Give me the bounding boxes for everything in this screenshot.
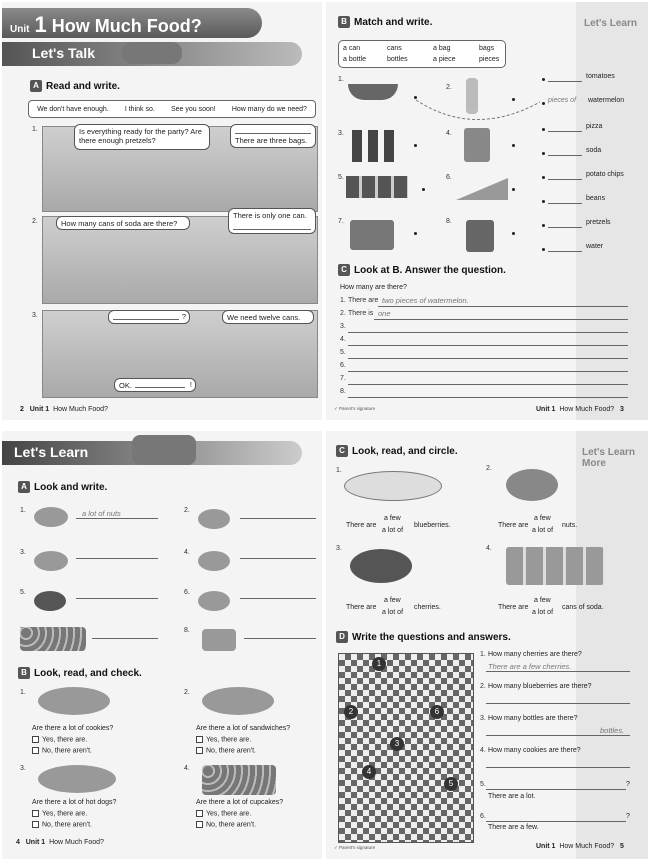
lets-learn-title: Let's Learn <box>14 444 89 460</box>
checkbox[interactable] <box>196 821 203 828</box>
footer-unit: Unit 1 <box>536 406 556 413</box>
match-word: watermelon <box>588 97 625 104</box>
check-yes[interactable] <box>32 736 87 743</box>
checkbox[interactable] <box>196 747 203 754</box>
checkbox[interactable] <box>32 810 39 817</box>
answer-number: 5. <box>340 349 346 356</box>
cupcakes-icon <box>202 765 276 795</box>
qa-answer: There are a lot. <box>488 793 536 800</box>
page-2 <box>2 2 322 420</box>
check-yes-label: Yes, there are. <box>42 736 88 744</box>
example-answer: a lot of nuts <box>82 509 121 518</box>
answer-line <box>240 558 316 559</box>
item-number: 4. <box>184 765 190 772</box>
qa-question: How many cherries are there? <box>488 651 582 658</box>
bowl-icon <box>34 551 68 571</box>
item-number: 4. <box>486 545 492 552</box>
check-yes[interactable] <box>196 736 251 743</box>
word-box-item: a bag <box>433 45 451 52</box>
match-dot <box>414 232 417 235</box>
section-d-title <box>336 631 511 643</box>
answer-line <box>348 332 628 333</box>
item-number: 3. <box>336 545 342 552</box>
circle-option[interactable]: a few <box>384 597 401 604</box>
word-bank-item: How many do we need? <box>231 105 307 113</box>
footer-unit: Unit 1 <box>29 406 50 413</box>
soda-cans-icon <box>506 547 604 585</box>
checkbox[interactable] <box>196 736 203 743</box>
soda-bottles-icon <box>352 130 396 162</box>
answer-example: two pieces of watermelon. <box>382 296 469 305</box>
section-a-title <box>18 481 107 493</box>
qa-number: 4. <box>480 747 486 754</box>
picture-label: 2 <box>344 705 358 719</box>
check-no[interactable] <box>196 747 256 754</box>
cupcakes-few-icon <box>202 629 236 651</box>
circle-pre: There are <box>498 604 529 611</box>
item-number: 4. <box>446 130 452 137</box>
match-example-answer: pieces of <box>548 97 577 104</box>
answer-line <box>235 133 311 134</box>
match-word: pretzels <box>586 219 611 226</box>
qa-question: ? <box>626 781 630 788</box>
section-c-title <box>338 264 506 276</box>
answer-line <box>378 306 628 307</box>
section-a-letter: A <box>30 80 42 92</box>
qa-number: 2. <box>480 683 486 690</box>
circle-post: cherries. <box>414 604 441 611</box>
answer-line <box>486 735 630 736</box>
qa-answer: There are a few. <box>488 824 539 831</box>
section-a-label: Look and write. <box>34 481 108 493</box>
qa-number: 1. <box>480 651 486 658</box>
answer-number: 6. <box>340 362 346 369</box>
word-box-item: a bottle <box>343 56 366 63</box>
answer-line <box>348 358 628 359</box>
qa-answer: bottles. <box>600 726 625 735</box>
item-number: 3. <box>338 130 344 137</box>
scene-3-bubble-bottom-end: ! <box>189 380 192 389</box>
match-word: beans <box>586 195 606 202</box>
answer-line <box>548 155 582 156</box>
section-b-letter: B <box>18 667 30 679</box>
match-dot <box>542 152 545 155</box>
match-dot <box>422 188 425 191</box>
signature-text: Parent's signature <box>339 845 376 850</box>
match-word: soda <box>586 147 602 154</box>
check-no[interactable] <box>32 747 92 754</box>
answer-line <box>548 251 582 252</box>
qa-number: 3. <box>480 715 486 722</box>
item-number: 8. <box>446 218 452 225</box>
footer-title: How Much Food? <box>559 406 615 413</box>
answer-prefix: There are <box>348 297 379 304</box>
answer-line <box>76 558 158 559</box>
picture-label: 3 <box>390 737 404 751</box>
answer-line <box>240 518 316 519</box>
word-bank-item: I think so. <box>124 105 155 113</box>
answer-line <box>548 179 582 180</box>
item-number: 2. <box>486 465 492 472</box>
scene-1-bubble-right <box>230 124 316 148</box>
answer-line <box>486 703 630 704</box>
signature-text: Parent's signature <box>339 406 376 411</box>
sandwiches-plate-icon <box>202 687 274 715</box>
unit-label: Unit <box>10 24 30 35</box>
cat-mascots-icon <box>132 435 196 465</box>
section-c-label: Look, read, and circle. <box>352 445 458 457</box>
page-3 <box>326 2 648 420</box>
answer-number: 2. <box>340 310 346 317</box>
section-c-title <box>336 445 458 457</box>
picture-label: 4 <box>362 765 376 779</box>
beans-icon <box>466 220 494 252</box>
qa-number: 5. <box>480 781 486 788</box>
match-dot <box>542 78 545 81</box>
word-box-item: pieces <box>479 56 500 63</box>
match-word: potato chips <box>586 171 624 178</box>
scene-3-bubble-bottom-text: OK. <box>119 381 132 390</box>
cupcakes-icon <box>20 627 86 651</box>
picnic-illustration <box>338 653 474 843</box>
page-number: 5 <box>620 843 624 850</box>
check-no-label: No, there aren't. <box>42 747 92 755</box>
page-5-footer <box>536 843 624 850</box>
pizza-icon <box>456 178 508 200</box>
word-box-item: bags <box>479 45 495 52</box>
section-a-label: Read and write. <box>46 80 120 92</box>
section-a-letter: A <box>18 481 30 493</box>
word-box <box>338 40 506 68</box>
check-yes-label: Yes, there are. <box>42 810 88 818</box>
qa-question: ? <box>626 813 630 820</box>
section-d-letter: D <box>336 631 348 643</box>
section-b-label: Match and write. <box>354 16 433 28</box>
page-number: 4 <box>16 839 20 846</box>
next-page-peek <box>576 431 648 859</box>
match-dot <box>542 224 545 227</box>
answer-line <box>548 81 582 82</box>
word-box-item: cans <box>387 45 402 52</box>
check-question: Are there a lot of hot dogs? <box>32 799 117 806</box>
check-yes[interactable] <box>196 810 251 817</box>
checkbox[interactable] <box>32 736 39 743</box>
section-c-letter: C <box>338 264 350 276</box>
answer-line <box>244 638 316 639</box>
scene-1-number: 1. <box>32 126 38 133</box>
scene-3-bubble-left <box>108 310 190 324</box>
unit-number: 1 <box>34 12 47 37</box>
section-b-label: Look, read, and check. <box>34 667 142 679</box>
circle-post: blueberries. <box>414 522 451 529</box>
potato-chips-icon <box>464 128 490 162</box>
match-dot <box>542 200 545 203</box>
match-dot <box>542 128 545 131</box>
answer-line <box>486 671 630 672</box>
page-4 <box>2 431 322 859</box>
item-number: 6. <box>184 589 190 596</box>
qa-answer: There are a few cherries. <box>488 662 572 671</box>
circle-option[interactable]: a few <box>534 597 551 604</box>
item-number: 2. <box>184 507 190 514</box>
scene-2-bubble-left <box>56 216 190 230</box>
scene-1-bubble-right-text: There are three bags. <box>235 136 308 145</box>
circle-pre: There are <box>346 522 377 529</box>
item-number: 5. <box>338 174 344 181</box>
item-number: 3. <box>20 549 26 556</box>
footer-title: How Much Food? <box>559 843 615 850</box>
answer-prefix: There is <box>348 310 374 317</box>
scene-2-bubble-left-text: How many cans of soda are there? <box>61 219 178 228</box>
item-number: 7. <box>338 218 344 225</box>
bowl-icon <box>198 551 230 571</box>
scene-3-bubble-left-text: ? <box>181 312 186 321</box>
section-a-title <box>30 80 120 92</box>
word-box-item: a piece <box>433 56 456 63</box>
picture-label: 5 <box>444 777 458 791</box>
answer-number: 7. <box>340 375 346 382</box>
unit-title-banner <box>2 8 262 38</box>
match-word: pizza <box>586 123 603 130</box>
page-3-footer <box>536 406 624 413</box>
section-b-title <box>18 667 142 679</box>
check-yes-label: Yes, there are. <box>206 810 252 818</box>
check-icon: ✓ <box>334 845 338 850</box>
answer-line <box>135 387 185 388</box>
answer-line <box>92 638 158 639</box>
scene-2-number: 2. <box>32 218 38 225</box>
check-no-label: No, there aren't. <box>206 747 256 755</box>
checkbox[interactable] <box>32 821 39 828</box>
item-number: 4. <box>184 549 190 556</box>
check-no[interactable] <box>196 821 256 828</box>
picture-label: 6 <box>430 705 444 719</box>
scene-3-number: 3. <box>32 312 38 319</box>
section-b-title <box>338 16 432 28</box>
answer-example: one <box>378 309 391 318</box>
item-number: 2. <box>184 689 190 696</box>
section-c-letter: C <box>336 445 348 457</box>
scene-3-bubble-right <box>222 310 314 324</box>
footer-unit: Unit 1 <box>536 843 556 850</box>
unit-title: How Much Food? <box>51 16 202 36</box>
item-number: 8. <box>184 627 190 634</box>
page-4-footer <box>16 839 104 846</box>
cookies-plate-icon <box>38 687 110 715</box>
item-number: 1. <box>338 76 344 83</box>
answer-line <box>76 598 158 599</box>
circle-option[interactable]: a lot of <box>532 609 554 616</box>
hotdogs-plate-icon <box>38 765 116 793</box>
nuts-bowl-icon <box>506 469 558 501</box>
answer-line <box>486 821 626 822</box>
answer-line <box>240 598 316 599</box>
qa-number: 6. <box>480 813 486 820</box>
lets-talk-title: Let's Talk <box>32 45 95 61</box>
check-question: Are there a lot of cupcakes? <box>196 799 284 806</box>
circle-post: cans of soda. <box>562 604 604 611</box>
answer-line <box>348 345 628 346</box>
answer-number: 8. <box>340 388 346 395</box>
answer-line <box>486 767 630 768</box>
word-bank <box>28 100 316 118</box>
bowl-icon <box>198 591 230 611</box>
item-number: 1. <box>20 507 26 514</box>
word-box-item: bottles <box>387 56 408 63</box>
scene-2-bubble-right <box>228 208 316 234</box>
blueberries-plate-icon <box>344 471 442 501</box>
picture-label: 1 <box>372 657 386 671</box>
match-dot <box>512 144 515 147</box>
cans-icon <box>346 176 408 198</box>
checkbox[interactable] <box>196 810 203 817</box>
page-5 <box>326 431 648 859</box>
scene-1-bubble-left-text: Is everything ready for the party? Are there enough pretzels? <box>79 127 202 146</box>
match-dot <box>542 176 545 179</box>
item-number: 1. <box>336 467 342 474</box>
answer-line <box>548 203 582 204</box>
circle-pre: There are <box>346 604 377 611</box>
pretzels-icon <box>350 220 394 250</box>
checkbox[interactable] <box>32 747 39 754</box>
answer-line <box>76 518 158 519</box>
qa-question: How many cookies are there? <box>488 747 581 754</box>
qa-question: How many blueberries are there? <box>488 683 592 690</box>
example-match-curve <box>414 98 544 128</box>
answer-number: 3. <box>340 323 346 330</box>
nuts-bowl-icon <box>34 507 68 527</box>
blueberries-bowl-icon <box>34 591 66 611</box>
item-number: 5. <box>20 589 26 596</box>
circle-option[interactable]: a lot of <box>532 527 554 534</box>
answer-line <box>233 229 311 230</box>
match-word: water <box>586 243 604 250</box>
check-question: Are there a lot of cookies? <box>32 725 114 732</box>
match-word: tomatoes <box>586 73 615 80</box>
footer-title: How Much Food? <box>53 406 108 413</box>
footer-unit: Unit 1 <box>25 839 46 846</box>
circle-option[interactable]: a few <box>384 515 401 522</box>
section-b-letter: B <box>338 16 350 28</box>
scene-1-bubble-left <box>74 124 210 150</box>
page-2-footer <box>20 406 108 413</box>
answer-line <box>348 371 628 372</box>
answer-line <box>548 227 582 228</box>
peek-title: Let's Learn More <box>582 447 635 469</box>
scene-3-bubble-bottom <box>114 378 196 392</box>
word-bank-item: See you soon! <box>170 105 216 113</box>
section-c-label: Look at B. Answer the question. <box>354 264 506 276</box>
scene-2-bubble-right-text: There is only one can. <box>233 211 307 220</box>
answer-number: 1. <box>340 297 346 304</box>
word-bank-item: We don't have enough. <box>37 105 109 113</box>
qa-question: How many bottles are there? <box>488 715 578 722</box>
answer-number: 4. <box>340 336 346 343</box>
answer-line <box>548 131 582 132</box>
item-number: 3. <box>20 765 26 772</box>
item-number: 2. <box>446 84 452 91</box>
peek-title: Let's Learn <box>584 18 637 29</box>
signature-label <box>334 845 375 851</box>
page-number: 2 <box>20 406 24 413</box>
word-box-item: a can <box>343 45 361 52</box>
bowl-icon <box>198 509 230 529</box>
scene-3-bubble-right-text: We need twelve cans. <box>227 313 301 322</box>
question-text: How many are there? <box>340 284 407 291</box>
footer-title: How Much Food? <box>49 839 104 846</box>
check-no[interactable] <box>32 821 92 828</box>
answer-line <box>348 397 628 398</box>
item-number: 1. <box>20 689 26 696</box>
check-no-label: No, there aren't. <box>206 821 256 829</box>
circle-option[interactable]: a few <box>534 515 551 522</box>
circle-option[interactable]: a lot of <box>382 609 404 616</box>
answer-line <box>486 789 626 790</box>
cherries-bowl-icon <box>350 549 412 583</box>
signature-label <box>334 406 375 412</box>
page-number: 3 <box>620 406 624 413</box>
answer-line <box>374 319 628 320</box>
circle-pre: There are <box>498 522 529 529</box>
answer-line <box>348 384 628 385</box>
check-icon: ✓ <box>334 406 338 411</box>
watermelon-icon <box>348 84 398 100</box>
circle-post: nuts. <box>562 522 578 529</box>
circle-option[interactable]: a lot of <box>382 527 404 534</box>
item-number: 6. <box>446 174 452 181</box>
match-dot <box>414 144 417 147</box>
match-dot <box>512 188 515 191</box>
section-d-label: Write the questions and answers. <box>352 631 511 643</box>
answer-line <box>113 319 179 320</box>
check-question: Are there a lot of sandwiches? <box>196 725 291 732</box>
match-dot <box>542 248 545 251</box>
check-yes[interactable] <box>32 810 87 817</box>
check-no-label: No, there aren't. <box>42 821 92 829</box>
check-yes-label: Yes, there are. <box>206 736 252 744</box>
match-dot <box>512 232 515 235</box>
cat-mascots-icon <box>122 42 182 64</box>
